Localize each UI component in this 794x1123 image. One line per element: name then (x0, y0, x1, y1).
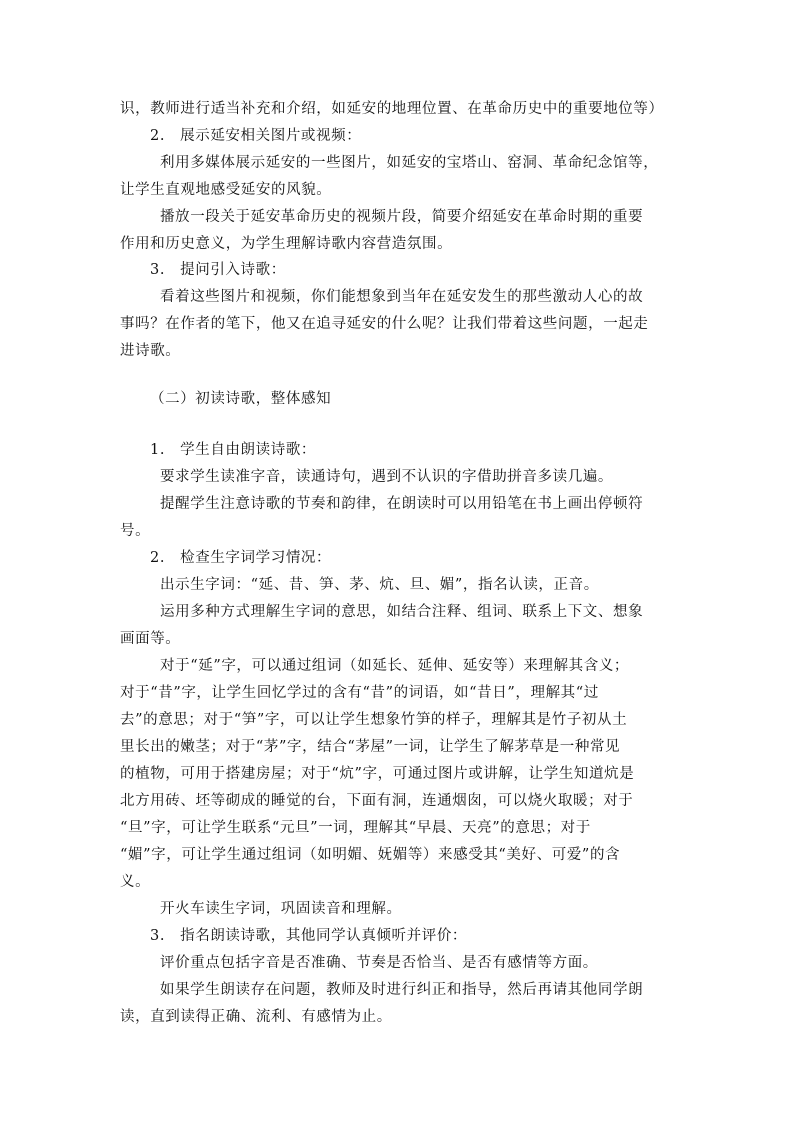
paragraph-line: 评价重点包括字音是否准确、节奏是否恰当、是否有感情等方面。 (160, 955, 598, 971)
paragraph-line: 义。 (120, 874, 151, 890)
list-item-heading: 1. 学生自由朗读诗歌： (150, 442, 317, 458)
list-item-heading: 2. 检查生字词学习情况： (150, 550, 332, 566)
paragraph-line: 利用多媒体展示延安的一些图片，如延安的宝塔山、窑洞、革命纪念馆等， (160, 155, 659, 171)
paragraph-line: 对于“延”字，可以通过组词（如延长、延伸、延安等）来理解其含义； (160, 658, 630, 674)
paragraph-line: 播放一段关于延安革命历史的视频片段，简要介绍延安在革命时期的重要 (160, 209, 644, 225)
paragraph-line: 读，直到读得正确、流利、有感情为止。 (120, 1009, 392, 1025)
paragraph-line: 里长出的嫩茎；对于“茅”字，结合“茅屋”一词，让学生了解茅草是一种常见 (120, 739, 621, 755)
paragraph-line: 作用和历史意义，为学生理解诗歌内容营造氛围。 (120, 236, 453, 252)
list-item-heading: 2. 展示延安相关图片或视频： (150, 128, 362, 144)
list-item-heading: 3. 指名朗读诗歌，其他同学认真倾听并评价： (150, 928, 468, 944)
paragraph-line: 画面等。 (120, 631, 181, 647)
paragraph-line: 如果学生朗读存在问题，教师及时进行纠正和指导，然后再请其他同学朗 (160, 982, 644, 998)
paragraph-line: 去”的意思；对于“笋”字，可以让学生想象竹笋的样子，理解其是竹子初从土 (120, 712, 628, 728)
paragraph-line: 要求学生读准字音，读通诗句，遇到不认识的字借助拼音多读几遍。 (160, 469, 613, 485)
paragraph-line: 出示生字词：“延、昔、笋、茅、炕、旦、媚”，指名认读，正音。 (160, 577, 599, 593)
paragraph-line: 号。 (120, 523, 151, 539)
paragraph-line: 对于“昔”字，让学生回忆学过的含有“昔”的词语，如“昔日”，理解其“过 (120, 685, 599, 701)
paragraph-line: 运用多种方式理解生字词的意思，如结合注释、组词、联系上下文、想象 (160, 604, 644, 620)
section-heading: （二）初读诗歌，整体感知 (150, 391, 332, 407)
paragraph-line: 看着这些图片和视频，你们能想象到当年在延安发生的那些激动人心的故 (160, 289, 644, 305)
paragraph-line: 的植物，可用于搭建房屋；对于“炕”字，可通过图片或讲解，让学生知道炕是 (120, 766, 635, 782)
paragraph-line: 进诗歌。 (120, 343, 181, 359)
paragraph-line: 让学生直观地感受延安的风貌。 (120, 182, 332, 198)
paragraph-line: 开火车读生字词，巩固读音和理解。 (160, 901, 402, 917)
paragraph-line: 提醒学生注意诗歌的节奏和韵律，在朗读时可以用铅笔在书上画出停顿符 (160, 496, 644, 512)
paragraph-line: 识，教师进行适当补充和介绍，如延安的地理位置、在革命历史中的重要地位等） (120, 101, 664, 117)
paragraph-line: “媚”字，可让学生通过组词（如明媚、妩媚等）来感受其“美好、可爱”的含 (120, 847, 621, 863)
paragraph-line: 北方用砖、坯等砌成的睡觉的台，下面有洞，连通烟囱，可以烧火取暖；对于 (120, 793, 634, 809)
list-item-heading: 3. 提问引入诗歌： (150, 262, 286, 278)
paragraph-line: 事吗？在作者的笔下，他又在追寻延安的什么呢？让我们带着这些问题，一起走 (120, 316, 649, 332)
paragraph-line: “旦”字，可让学生联系“元旦”一词，理解其“早晨、天亮”的意思；对于 (120, 820, 591, 836)
